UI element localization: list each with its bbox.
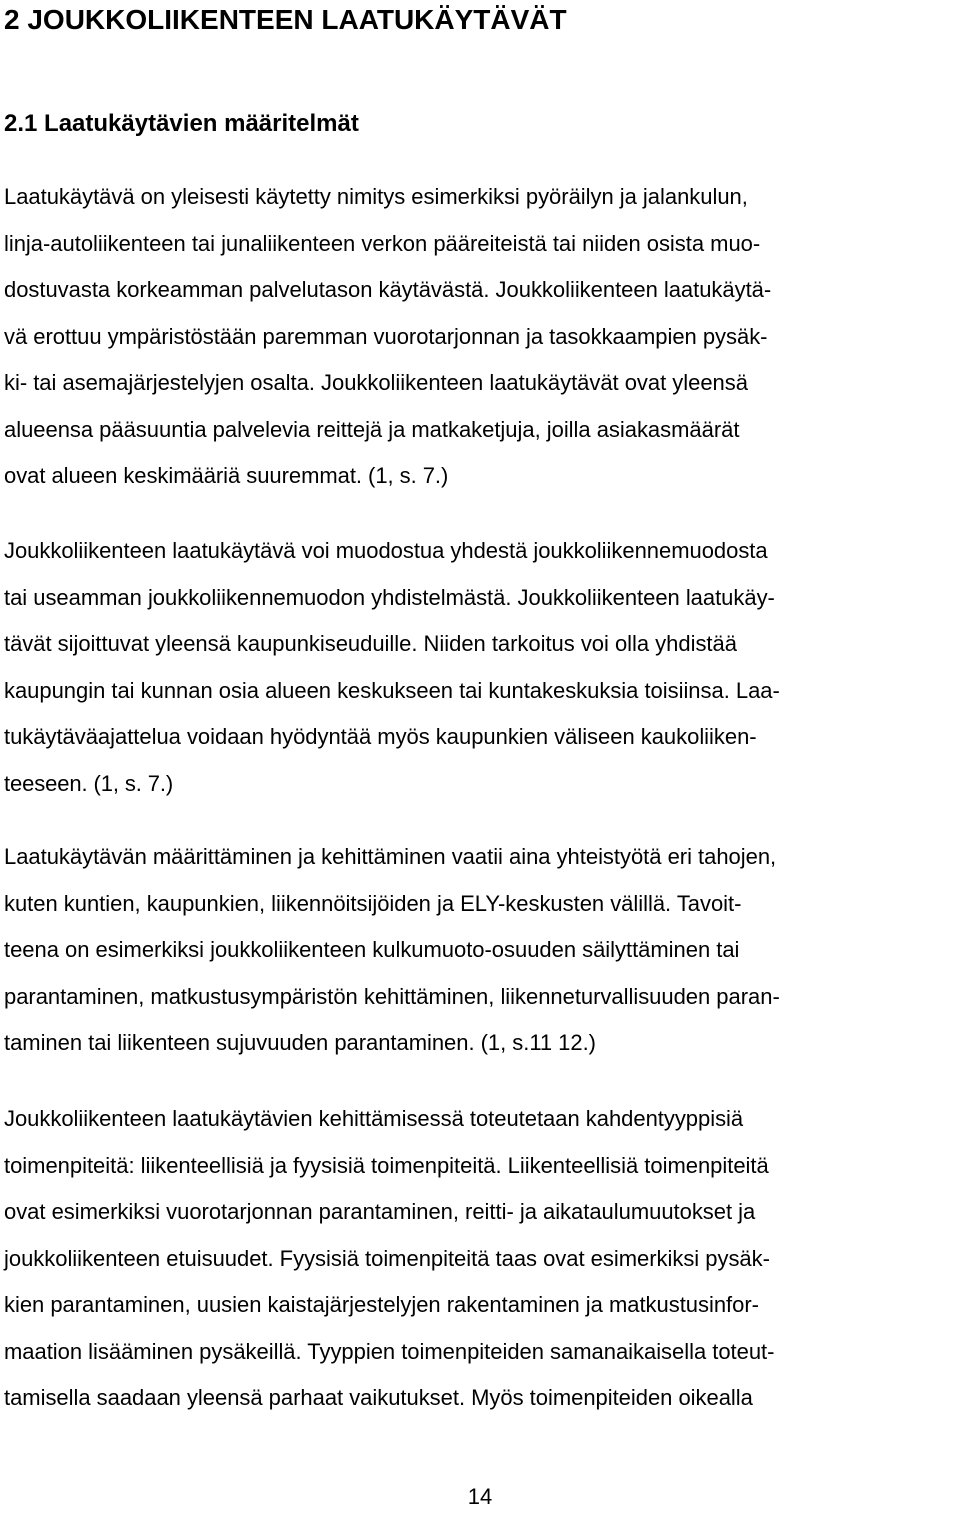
text-line: tävät sijoittuvat yleensä kaupunkiseuduille. Niiden tarkoitus voi olla yhdistää: [4, 631, 737, 656]
text-line: joukkoliikenteen etuisuudet. Fyysisiä toimenpiteitä taas ovat esimerkiksi pysäk-: [4, 1245, 770, 1271]
text-line: linja-autoliikenteen tai junaliikenteen verkon pääreiteistä tai niiden osista muo-: [4, 230, 761, 256]
text-line: tamisella saadaan yleensä parhaat vaikutukset. Myös toimenpiteiden oikealla: [4, 1385, 753, 1410]
text-line: toimenpiteitä: liikenteellisiä ja fyysisiä toimenpiteitä. Liikenteellisiä toimenpiteitä: [4, 1152, 769, 1178]
text-line: vä erottuu ympäristöstään paremman vuorotarjonnan ja tasokkaampien pysäk-: [4, 323, 768, 349]
text-line: taminen tai liikenteen sujuvuuden parantaminen. (1, s.11 12.): [4, 1030, 596, 1055]
text-line: kien parantaminen, uusien kaistajärjestelyjen rakentaminen ja matkustusinfor-: [4, 1292, 759, 1317]
text-line: teeseen. (1, s. 7.): [4, 770, 174, 796]
text-line: alueensa pääsuuntia palvelevia reittejä ja matkaketjuja, joilla asiakasmäärät: [4, 416, 740, 442]
text-line: Laatukäytävän määrittäminen ja kehittäminen vaatii aina yhteistyötä eri tahojen,: [4, 844, 777, 869]
section-heading: 2.1 Laatukäytävien määritelmät: [4, 110, 359, 137]
paragraph-1: [4, 174, 956, 500]
text-line: teena on esimerkiksi joukkoliikenteen kulkumuoto-osuuden säilyttäminen tai: [4, 937, 740, 962]
page-number: 14: [467, 1484, 493, 1509]
text-line: tai useamman joukkoliikennemuodon yhdistelmästä. Joukkoliikenteen laatukäy-: [4, 584, 775, 610]
text-line: ki- tai asemajärjestelyjen osalta. Joukkoliikenteen laatukäytävät ovat yleensä: [4, 370, 748, 395]
text-line: ovat alueen keskimääriä suuremmat. (1, s. 7.): [4, 463, 449, 488]
text-line: Joukkoliikenteen laatukäytävien kehittämisessä toteutetaan kahdentyyppisiä: [4, 1106, 744, 1131]
paragraph-2: [4, 528, 956, 807]
text-line: tukäytäväajattelua voidaan hyödyntää myös kaupunkien väliseen kaukoliiken-: [4, 724, 757, 749]
text-line: kuten kuntien, kaupunkien, liikennöitsijöiden ja ELY-keskusten välillä. Tavoit-: [4, 890, 742, 916]
text-line: ovat esimerkiksi vuorotarjonnan parantaminen, reitti- ja aikataulumuutokset ja: [4, 1199, 756, 1224]
paragraph-3: [4, 834, 956, 1067]
chapter-heading: 2 JOUKKOLIIKENTEEN LAATUKÄYTÄVÄT: [4, 4, 567, 35]
text-line: Laatukäytävä on yleisesti käytetty nimitys esimerkiksi pyöräilyn ja jalankulun,: [4, 184, 748, 209]
text-line: Joukkoliikenteen laatukäytävä voi muodostua yhdestä joukkoliikennemuodosta: [4, 538, 768, 563]
paragraph-4: [4, 1096, 956, 1422]
text-line: dostuvasta korkeamman palvelutason käytävästä. Joukkoliikenteen laatukäytä-: [4, 277, 772, 302]
text-line: kaupungin tai kunnan osia alueen keskukseen tai kuntakeskuksia toisiinsa. Laa-: [4, 677, 780, 703]
text-line: maation lisääminen pysäkeillä. Tyyppien toimenpiteiden samanaikaisella toteut-: [4, 1338, 775, 1364]
text-line: parantaminen, matkustusympäristön kehittäminen, liikenneturvallisuuden paran-: [4, 983, 780, 1009]
